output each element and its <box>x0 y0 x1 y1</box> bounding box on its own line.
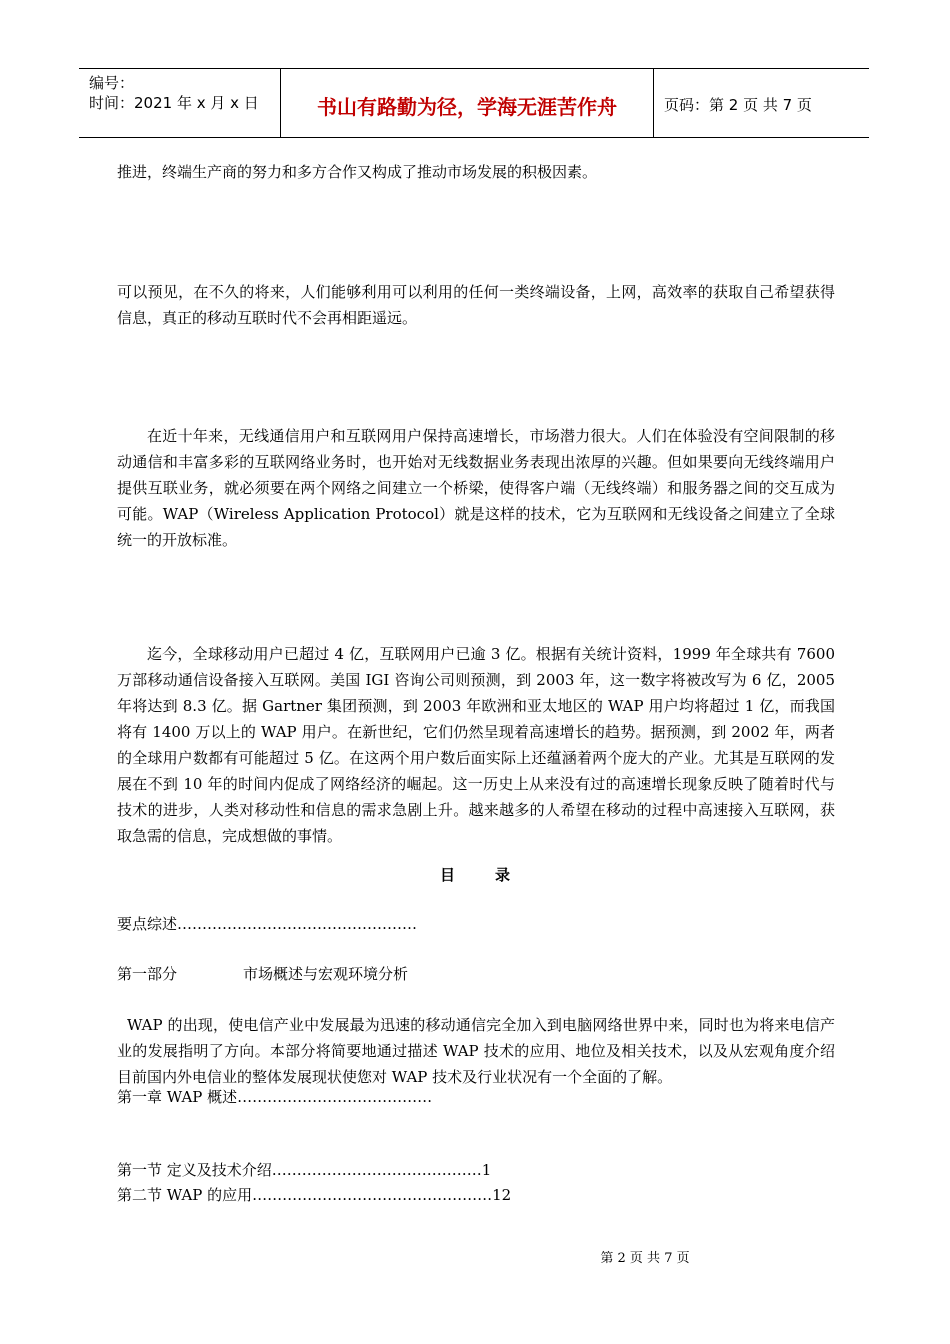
paragraph-2: 可以预见，在不久的将来，人们能够利用可以利用的任何一类终端设备，上网，高效率的获取自己希望获得信息，真正的移动互联时代不会再相距遥远。 <box>117 283 835 327</box>
header-motto-cell <box>281 69 654 137</box>
toc-part1-label: 第一部分 <box>117 965 178 983</box>
paragraph-4: 迄今，全球移动用户已超过 4 亿，互联网用户已逾 3 亿。根据有关统计资料，1999 年全球共有 7600 万部移动通信设备接入互联网。美国 IGI 咨询公司则预测，到 2003 年，这一数字将被改写为 6 亿，2005 年将达到 8.3 亿。据 Gartner 集团预测，到 2003 年欧洲和亚太地区的 WAP 用户均将超过 1 亿，而我国将有 1400 万以上的 WAP 用户。在新世纪，它们仍然呈现着高速增长的趋势。据预测，到 2002 年，两者的全球用户数都有可能超过 5 亿。在这两个用户数后面实际上还蕴涵着两个庞大的产业。尤其是互联网的发展在不到 10 年的时间内促成了网络经济的崛起。这一历史上从来没有过的高速增长现象反映了随着时代与技术的进步，人类对移动性和信息的需求急剧上升。越来越多的人希望在移动的过程中高速接入互联网，获取急需的信息，完成想做的事情。 <box>117 645 835 845</box>
toc-part1-title: 市场概述与宏观环境分析 <box>243 965 409 983</box>
number-label: 编号： <box>89 74 135 92</box>
header-info-cell <box>79 69 281 137</box>
toc-chapter-1: 第一章 WAP 概述………………………………… <box>117 1088 433 1106</box>
paragraph-3: 在近十年来，无线通信用户和互联网用户保持高速增长，市场潜力很大。人们在体验没有空间限制的移动通信和丰富多彩的互联网络业务时，也开始对无线数据业务表现出浓厚的兴趣。但如果要向无线终端用户提供互联业务，就必须要在两个网络之间建立一个桥梁，使得客户端（无线终端）和服务器之间的交互成为可能。WAP（Wireless Application Protocol）就是这样的技术，它为互联网和无线设备之间建立了全球统一的开放标准。 <box>117 427 835 549</box>
paragraph-1: 推进，终端生产商的努力和多方合作又构成了推动市场发展的积极因素。 <box>117 163 598 181</box>
page-footer: 第 2 页 共 7 页 <box>600 1251 690 1266</box>
header-page-cell <box>654 69 869 137</box>
toc-summary: 要点综述………………………………………… <box>117 915 418 933</box>
time-label: 时间：2021 年 x 月 x 日 <box>89 94 259 112</box>
page-header <box>79 68 869 138</box>
toc-section-1: 第一节 定义及技术介绍……………………………………1 <box>117 1161 492 1179</box>
toc-title: 目录 <box>439 866 550 884</box>
page-number-label: 页码：第 2 页 共 7 页 <box>664 96 812 114</box>
toc-part1-intro: WAP 的出现，使电信产业中发展最为迅速的移动通信完全加入到电脑网络世界中来，同时也为将来电信产业的发展指明了方向。本部分将简要地通过描述 WAP 技术的应用、地位及相关技术，以及从宏观角度介绍目前国内外电信业的整体发展现状使您对 WAP 技术及行业状况有一个全面的了解。 <box>117 1016 835 1086</box>
motto-text: 书山有路勤为径，学海无涯苦作舟 <box>317 95 617 119</box>
toc-section-2: 第二节 WAP 的应用…………………………………………12 <box>117 1186 512 1204</box>
